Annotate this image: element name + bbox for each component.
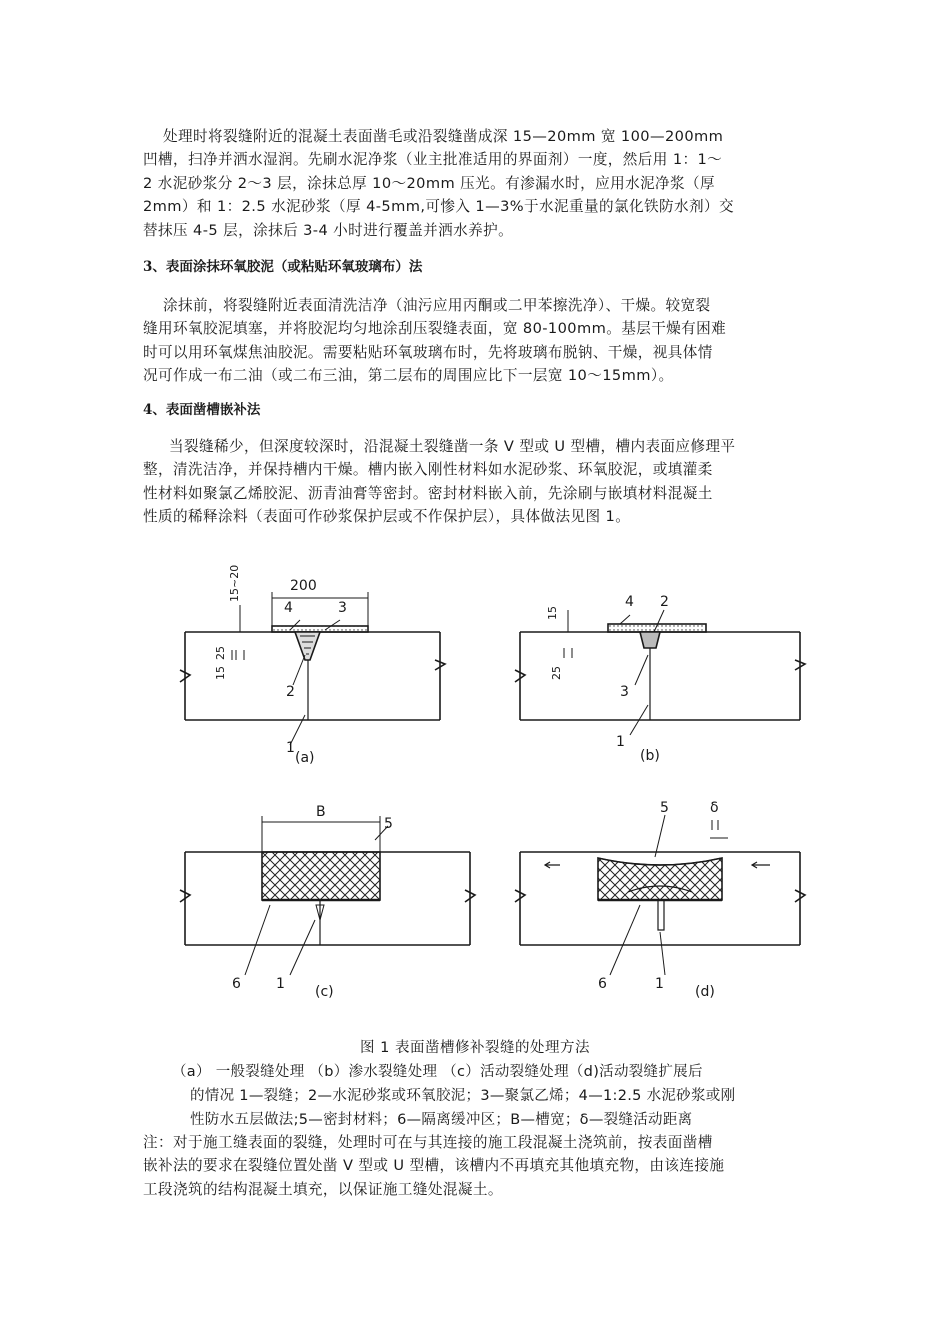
text-line: 性质的稀释涂料（表面可作砂浆保护层或不作保护层），具体做法见图 1。 bbox=[143, 508, 631, 526]
label-1: 1 bbox=[276, 976, 285, 992]
label-2: 2 bbox=[286, 684, 295, 700]
label-b: (b) bbox=[640, 748, 660, 764]
diagram-d bbox=[515, 815, 805, 975]
figure-legend-line: （a） 一般裂缝处理 （b）渗水裂缝处理 （c）活动裂缝处理（d)活动裂缝扩展后 bbox=[172, 1064, 703, 1080]
text-line: 2mm）和 1：2.5 水泥砂浆（厚 4-5mm,可惨入 1—3%于水泥重量的氯化铁防水剂）交 bbox=[143, 198, 734, 216]
label-6: 6 bbox=[232, 976, 241, 992]
label-dim-15: 15 bbox=[546, 606, 559, 620]
text-line: 性材料如聚氯乙烯胶泥、沥青油膏等密封。密封材料嵌入前，先涂刷与嵌填材料混凝土 bbox=[143, 484, 713, 502]
label-3: 3 bbox=[338, 600, 347, 616]
label-4: 4 bbox=[284, 600, 293, 616]
text-line: 涂抹前，将裂缝附近表面清洗洁净（油污应用丙酮或二甲苯擦洗净）、干燥。较宽裂 bbox=[163, 297, 711, 314]
text-line: 况可作成一布二油（或二布三油，第二层布的周围应比下一层宽 10～15mm）。 bbox=[143, 367, 674, 385]
figure-legend-line: 的情况 1—裂缝；2—水泥砂浆或环氧胶泥；3—聚氯乙烯；4—1:2.5 水泥砂浆或刚 bbox=[190, 1088, 736, 1104]
paragraph-epoxy-coating bbox=[143, 294, 811, 388]
label-5: 5 bbox=[384, 816, 393, 832]
label-c: (c) bbox=[315, 984, 334, 1000]
label-6: 6 bbox=[598, 976, 607, 992]
label-5: 5 bbox=[660, 800, 669, 816]
text-line: 替抹压 4-5 层，涂抹后 3-4 小时进行覆盖并洒水养护。 bbox=[143, 221, 514, 239]
diagram-c bbox=[180, 816, 475, 975]
crack-repair-figure bbox=[140, 560, 840, 1030]
label-3: 3 bbox=[620, 684, 629, 700]
section-heading-4: 4、表面凿槽嵌补法 bbox=[143, 402, 261, 418]
section-heading-3: 3、表面涂抹环氧胶泥（或粘贴环氧玻璃布）法 bbox=[143, 259, 423, 275]
paragraph-groove-filling bbox=[143, 435, 811, 529]
text-line: 整，清洗洁净，并保持槽内干燥。槽内嵌入刚性材料如水泥砂浆、环氧胶泥，或填灌柔 bbox=[143, 461, 713, 479]
figure-caption: 图 1 表面凿槽修补裂缝的处理方法 bbox=[360, 1040, 590, 1056]
text-line: 注：对于施工缝表面的裂缝，处理时可在与其连接的施工段混凝土浇筑前，按表面凿槽 bbox=[143, 1134, 713, 1151]
label-1: 1 bbox=[616, 734, 625, 750]
text-line: 缝用环氧胶泥填塞，并将胶泥均匀地涂刮压裂缝表面，宽 80-100mm。基层干燥有困难 bbox=[143, 320, 727, 338]
note-paragraph bbox=[143, 1131, 811, 1201]
text-line: 处理时将裂缝附近的混凝土表面凿毛或沿裂缝凿成深 15—20mm 宽 100—200mm bbox=[163, 128, 724, 145]
label-dim-15-20: 15~20 bbox=[228, 564, 241, 602]
label-delta: δ bbox=[710, 800, 719, 816]
label-d: (d) bbox=[695, 984, 715, 1000]
label-a: (a) bbox=[295, 750, 315, 766]
label-4: 4 bbox=[625, 594, 634, 610]
label-dim-25: 25 bbox=[550, 666, 563, 680]
label-2: 2 bbox=[660, 594, 669, 610]
label-1: 1 bbox=[286, 740, 295, 756]
label-groove-width-B: B bbox=[316, 804, 326, 820]
text-line: 嵌补法的要求在裂缝位置处凿 V 型或 U 型槽，该槽内不再填充其他填充物，由该连接施 bbox=[143, 1157, 725, 1175]
label-dim-200: 200 bbox=[290, 578, 317, 594]
text-line: 工段浇筑的结构混凝土填充，以保证施工缝处混凝土。 bbox=[143, 1180, 503, 1198]
label-dim-25: 25 bbox=[214, 646, 227, 660]
text-line: 时可以用环氧煤焦油胶泥。需要粘贴环氧玻璃布时，先将玻璃布脱钠、干燥，视具体情 bbox=[143, 343, 713, 361]
label-1: 1 bbox=[655, 976, 664, 992]
figure-legend-line: 性防水五层做法;5—密封材料；6—隔离缓冲区；B—槽宽；δ—裂缝活动距离 bbox=[190, 1112, 693, 1128]
text-line: 当裂缝稀少，但深度较深时，沿混凝土裂缝凿一条 V 型或 U 型槽，槽内表面应修理平 bbox=[169, 438, 736, 455]
label-dim-15: 15 bbox=[214, 666, 227, 680]
text-line: 2 水泥砂浆分 2～3 层，涂抹总厚 10～20mm 压光。有渗漏水时，应用水泥净浆（厚 bbox=[143, 174, 716, 192]
text-line: 凹槽，扫净并洒水湿润。先刷水泥净浆（业主批准适用的界面剂）一度，然后用 1：1～ bbox=[143, 151, 723, 169]
paragraph-groove-plastering bbox=[143, 125, 811, 242]
